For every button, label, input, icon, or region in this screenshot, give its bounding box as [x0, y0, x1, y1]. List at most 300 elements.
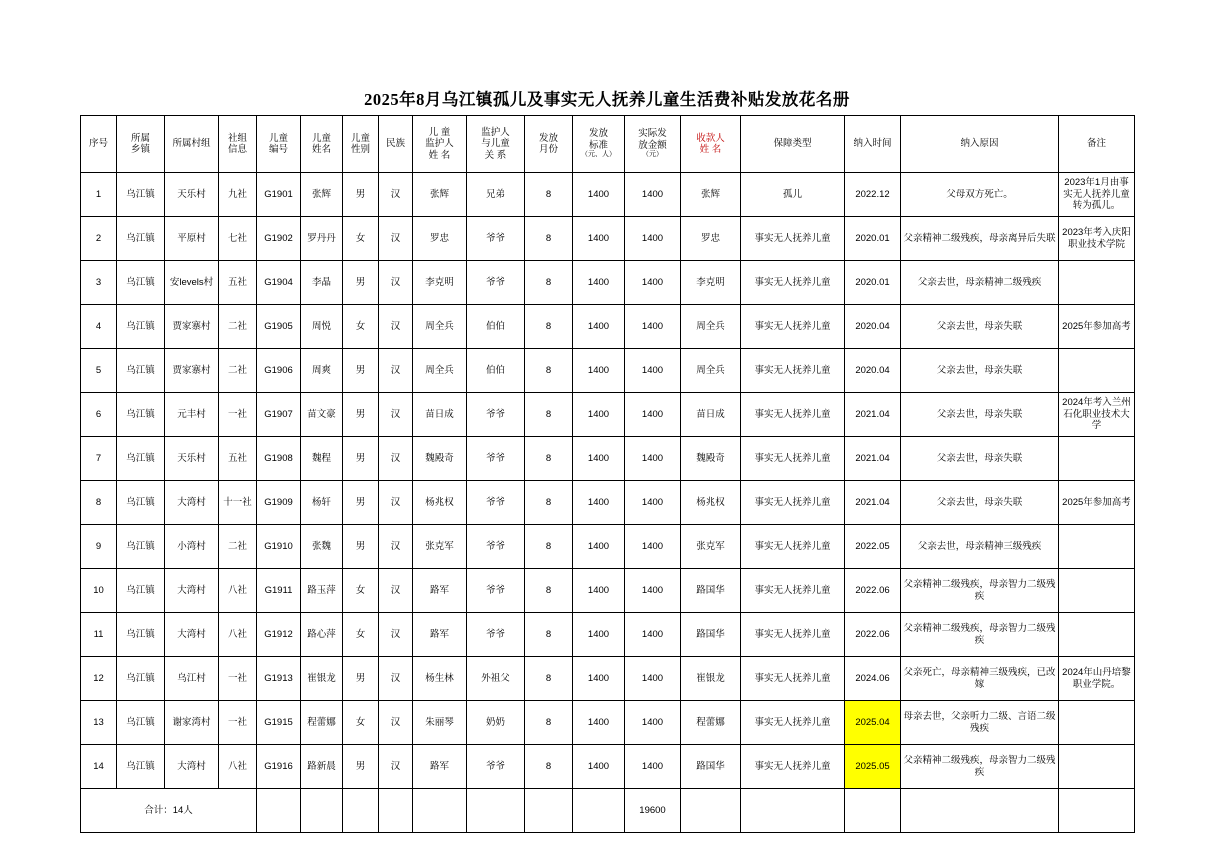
cell-village: 大湾村: [165, 481, 219, 525]
cell-guarantee-type: 事实无人抚养儿童: [741, 525, 845, 569]
cell-group: 二社: [219, 349, 257, 393]
cell-remark: [1059, 437, 1135, 481]
cell-include-time: 2024.06: [845, 657, 901, 701]
cell-village: 平原村: [165, 217, 219, 261]
cell-township: 乌江镇: [117, 701, 165, 745]
cell-child-id: G1904: [257, 261, 301, 305]
cell-relation: 伯伯: [467, 349, 525, 393]
cell-ethnicity: 汉: [379, 349, 413, 393]
cell-ethnicity: 汉: [379, 173, 413, 217]
col-header-guardian-name: [413, 116, 467, 173]
cell-ethnicity: 汉: [379, 261, 413, 305]
cell-child-id: G1910: [257, 525, 301, 569]
cell-child-name: 周爽: [301, 349, 343, 393]
col-header-guardian-line1: 儿 童: [428, 126, 451, 138]
cell-remark: [1059, 701, 1135, 745]
cell-guarantee-type: 事实无人抚养儿童: [741, 349, 845, 393]
cell-child-id: G1913: [257, 657, 301, 701]
table-row: [81, 657, 1135, 701]
total-empty-cell: [681, 789, 741, 833]
cell-include-reason: 母亲去世，父亲听力二级、言语二级残疾: [901, 701, 1059, 745]
table-row: [81, 393, 1135, 437]
cell-month: 8: [525, 701, 573, 745]
cell-child-gender: 女: [343, 569, 379, 613]
cell-remark: [1059, 745, 1135, 789]
col-header-relation-line1: 监护人: [481, 126, 510, 138]
cell-month: 8: [525, 393, 573, 437]
cell-actual-amount: 1400: [625, 701, 681, 745]
cell-township: 乌江镇: [117, 525, 165, 569]
cell-village: 乌江村: [165, 657, 219, 701]
cell-remark: 2024年山丹培黎职业学院。: [1059, 657, 1135, 701]
cell-payee-name: 路国华: [681, 569, 741, 613]
cell-group: 八社: [219, 613, 257, 657]
cell-index: 7: [81, 437, 117, 481]
cell-month: 8: [525, 217, 573, 261]
cell-guarantee-type: 事实无人抚养儿童: [741, 261, 845, 305]
cell-relation: 爷爷: [467, 525, 525, 569]
cell-month: 8: [525, 613, 573, 657]
cell-ethnicity: 汉: [379, 657, 413, 701]
cell-include-reason: 父亲去世，母亲精神三级残疾: [901, 525, 1059, 569]
cell-village: 大湾村: [165, 745, 219, 789]
table-row: [81, 173, 1135, 217]
cell-include-reason: 父亲精神二级残疾，母亲智力二级残疾: [901, 569, 1059, 613]
cell-standard: 1400: [573, 393, 625, 437]
cell-child-gender: 男: [343, 393, 379, 437]
cell-child-gender: 女: [343, 305, 379, 349]
roster-table: [80, 115, 1135, 833]
cell-actual-amount: 1400: [625, 525, 681, 569]
total-empty-cell: [525, 789, 573, 833]
cell-child-gender: 男: [343, 349, 379, 393]
table-row: [81, 481, 1135, 525]
cell-include-time: 2025.04: [845, 701, 901, 745]
total-amount: 19600: [625, 789, 681, 833]
cell-child-name: 杨轩: [301, 481, 343, 525]
cell-ethnicity: 汉: [379, 393, 413, 437]
cell-actual-amount: 1400: [625, 217, 681, 261]
cell-ethnicity: 汉: [379, 613, 413, 657]
total-empty-cell: [413, 789, 467, 833]
cell-relation: 伯伯: [467, 305, 525, 349]
cell-relation: 爷爷: [467, 261, 525, 305]
col-header-township: [117, 116, 165, 173]
cell-include-reason: 父亲精神二级残疾，母亲智力二级残疾: [901, 745, 1059, 789]
cell-guardian-name: 周全兵: [413, 349, 467, 393]
cell-month: 8: [525, 657, 573, 701]
cell-township: 乌江镇: [117, 569, 165, 613]
table-body: [81, 173, 1135, 833]
cell-village: 安levels村: [165, 261, 219, 305]
cell-remark: [1059, 349, 1135, 393]
cell-remark: [1059, 569, 1135, 613]
cell-guardian-name: 李克明: [413, 261, 467, 305]
cell-child-name: 张辉: [301, 173, 343, 217]
total-empty-cell: [467, 789, 525, 833]
cell-child-id: G1901: [257, 173, 301, 217]
total-empty-cell: [573, 789, 625, 833]
cell-child-name: 苗文豪: [301, 393, 343, 437]
cell-guarantee-type: 事实无人抚养儿童: [741, 217, 845, 261]
col-header-month: [525, 116, 573, 173]
col-header-relation-line2: 与儿童: [481, 138, 510, 150]
cell-township: 乌江镇: [117, 481, 165, 525]
total-row: [81, 789, 1135, 833]
cell-group: 二社: [219, 525, 257, 569]
cell-payee-name: 杨兆权: [681, 481, 741, 525]
cell-ethnicity: 汉: [379, 437, 413, 481]
cell-actual-amount: 1400: [625, 437, 681, 481]
table-row: [81, 349, 1135, 393]
cell-village: 天乐村: [165, 173, 219, 217]
col-header-child-id-line2: 编号: [268, 144, 288, 155]
cell-payee-name: 崔银龙: [681, 657, 741, 701]
cell-index: 3: [81, 261, 117, 305]
cell-actual-amount: 1400: [625, 261, 681, 305]
total-empty-cell: [901, 789, 1059, 833]
cell-guarantee-type: 孤儿: [741, 173, 845, 217]
cell-guardian-name: 魏殿奇: [413, 437, 467, 481]
cell-child-id: G1907: [257, 393, 301, 437]
cell-guarantee-type: 事实无人抚养儿童: [741, 305, 845, 349]
cell-include-reason: 父亲死亡，母亲精神三级残疾，已改嫁: [901, 657, 1059, 701]
total-empty-cell: [257, 789, 301, 833]
cell-group: 一社: [219, 393, 257, 437]
cell-township: 乌江镇: [117, 261, 165, 305]
cell-child-id: G1912: [257, 613, 301, 657]
cell-child-gender: 男: [343, 261, 379, 305]
cell-guardian-name: 周全兵: [413, 305, 467, 349]
cell-township: 乌江镇: [117, 613, 165, 657]
cell-remark: [1059, 525, 1135, 569]
col-header-guardian-line2: 监护人: [425, 138, 454, 150]
cell-remark: 2024年考入兰州石化职业技术大学: [1059, 393, 1135, 437]
cell-child-name: 路玉萍: [301, 569, 343, 613]
cell-child-name: 路新晨: [301, 745, 343, 789]
table-row: [81, 569, 1135, 613]
cell-ethnicity: 汉: [379, 701, 413, 745]
cell-township: 乌江镇: [117, 217, 165, 261]
cell-remark: [1059, 613, 1135, 657]
cell-group: 二社: [219, 305, 257, 349]
cell-include-reason: 父母双方死亡。: [901, 173, 1059, 217]
cell-payee-name: 张克军: [681, 525, 741, 569]
cell-index: 10: [81, 569, 117, 613]
cell-child-id: G1909: [257, 481, 301, 525]
col-header-child-name: [301, 116, 343, 173]
col-header-payee-line1: 收款人: [696, 132, 725, 144]
cell-guarantee-type: 事实无人抚养儿童: [741, 745, 845, 789]
total-empty-cell: [301, 789, 343, 833]
table-header: [81, 116, 1135, 173]
col-header-child-gender-line1: 儿童: [350, 132, 370, 144]
cell-group: 一社: [219, 701, 257, 745]
cell-actual-amount: 1400: [625, 305, 681, 349]
cell-guardian-name: 路军: [413, 613, 467, 657]
col-header-township-line2: 乡镇: [130, 144, 150, 155]
cell-include-time: 2022.06: [845, 613, 901, 657]
cell-remark: 2023年1月由事实无人抚养儿童转为孤儿。: [1059, 173, 1135, 217]
table-row: [81, 613, 1135, 657]
cell-group: 十一社: [219, 481, 257, 525]
col-header-include-time: 纳入时间: [845, 116, 901, 173]
cell-child-id: G1915: [257, 701, 301, 745]
cell-payee-name: 苗日成: [681, 393, 741, 437]
cell-child-name: 罗丹丹: [301, 217, 343, 261]
cell-index: 2: [81, 217, 117, 261]
cell-index: 11: [81, 613, 117, 657]
cell-index: 8: [81, 481, 117, 525]
cell-child-gender: 男: [343, 481, 379, 525]
cell-village: 大湾村: [165, 613, 219, 657]
cell-standard: 1400: [573, 481, 625, 525]
cell-include-time: 2021.04: [845, 481, 901, 525]
total-empty-cell: [379, 789, 413, 833]
col-header-standard-line1: 发放: [588, 128, 608, 140]
cell-group: 七社: [219, 217, 257, 261]
cell-include-reason: 父亲去世，母亲失联: [901, 305, 1059, 349]
cell-child-gender: 男: [343, 657, 379, 701]
cell-ethnicity: 汉: [379, 569, 413, 613]
cell-actual-amount: 1400: [625, 349, 681, 393]
total-empty-cell: [1059, 789, 1135, 833]
col-header-payee-line2: 姓 名: [699, 144, 722, 155]
total-empty-cell: [343, 789, 379, 833]
cell-child-id: G1916: [257, 745, 301, 789]
cell-township: 乌江镇: [117, 349, 165, 393]
cell-guardian-name: 苗日成: [413, 393, 467, 437]
cell-child-id: G1906: [257, 349, 301, 393]
col-header-township-line1: 所属: [130, 132, 150, 144]
cell-group: 一社: [219, 657, 257, 701]
cell-township: 乌江镇: [117, 393, 165, 437]
cell-village: 大湾村: [165, 569, 219, 613]
cell-include-time: 2022.05: [845, 525, 901, 569]
cell-ethnicity: 汉: [379, 745, 413, 789]
cell-remark: [1059, 261, 1135, 305]
cell-guarantee-type: 事实无人抚养儿童: [741, 613, 845, 657]
col-header-group: [219, 116, 257, 173]
cell-standard: 1400: [573, 217, 625, 261]
cell-village: 天乐村: [165, 437, 219, 481]
cell-include-reason: 父亲去世，母亲失联: [901, 349, 1059, 393]
cell-child-name: 张魏: [301, 525, 343, 569]
cell-relation: 爷爷: [467, 745, 525, 789]
cell-standard: 1400: [573, 569, 625, 613]
cell-relation: 爷爷: [467, 569, 525, 613]
cell-payee-name: 李克明: [681, 261, 741, 305]
cell-include-time: 2020.04: [845, 349, 901, 393]
page-title: 2025年8月乌江镇孤儿及事实无人抚养儿童生活费补贴发放花名册: [364, 90, 850, 109]
cell-child-gender: 男: [343, 173, 379, 217]
cell-relation: 爷爷: [467, 481, 525, 525]
cell-standard: 1400: [573, 437, 625, 481]
cell-include-reason: 父亲去世，母亲精神二级残疾: [901, 261, 1059, 305]
cell-include-reason: 父亲去世，母亲失联: [901, 393, 1059, 437]
cell-standard: 1400: [573, 745, 625, 789]
cell-remark: 2025年参加高考: [1059, 481, 1135, 525]
cell-child-id: G1905: [257, 305, 301, 349]
cell-ethnicity: 汉: [379, 217, 413, 261]
cell-relation: 奶奶: [467, 701, 525, 745]
cell-group: 八社: [219, 745, 257, 789]
cell-group: 八社: [219, 569, 257, 613]
cell-index: 12: [81, 657, 117, 701]
cell-child-gender: 女: [343, 613, 379, 657]
cell-village: 贾家寨村: [165, 305, 219, 349]
cell-guarantee-type: 事实无人抚养儿童: [741, 481, 845, 525]
cell-standard: 1400: [573, 613, 625, 657]
table-row: [81, 525, 1135, 569]
cell-ethnicity: 汉: [379, 305, 413, 349]
col-header-payee-name: [681, 116, 741, 173]
cell-include-reason: 父亲去世，母亲失联: [901, 437, 1059, 481]
cell-month: 8: [525, 525, 573, 569]
col-header-month-line1: 发放: [538, 132, 558, 144]
header-row: [81, 116, 1135, 173]
cell-remark: 2023年考入庆阳职业技术学院: [1059, 217, 1135, 261]
cell-guardian-name: 罗忠: [413, 217, 467, 261]
col-header-child-name-line1: 儿童: [311, 132, 331, 144]
cell-actual-amount: 1400: [625, 481, 681, 525]
cell-remark: 2025年参加高考: [1059, 305, 1135, 349]
cell-month: 8: [525, 349, 573, 393]
cell-index: 13: [81, 701, 117, 745]
cell-village: 贾家寨村: [165, 349, 219, 393]
cell-standard: 1400: [573, 173, 625, 217]
table-row: [81, 437, 1135, 481]
cell-index: 5: [81, 349, 117, 393]
cell-include-time: 2020.04: [845, 305, 901, 349]
cell-child-name: 崔银龙: [301, 657, 343, 701]
col-header-standard: [573, 116, 625, 173]
table-row: [81, 261, 1135, 305]
cell-month: 8: [525, 745, 573, 789]
cell-village: 谢家湾村: [165, 701, 219, 745]
cell-include-reason: 父亲去世，母亲失联: [901, 481, 1059, 525]
cell-guarantee-type: 事实无人抚养儿童: [741, 569, 845, 613]
total-empty-cell: [845, 789, 901, 833]
cell-standard: 1400: [573, 657, 625, 701]
cell-include-time: 2020.01: [845, 261, 901, 305]
cell-standard: 1400: [573, 701, 625, 745]
cell-child-name: 周悦: [301, 305, 343, 349]
cell-child-gender: 男: [343, 745, 379, 789]
cell-relation: 爷爷: [467, 613, 525, 657]
cell-index: 4: [81, 305, 117, 349]
cell-include-time: 2020.01: [845, 217, 901, 261]
col-header-month-line2: 月份: [538, 144, 558, 155]
cell-payee-name: 周全兵: [681, 349, 741, 393]
cell-guardian-name: 杨兆权: [413, 481, 467, 525]
col-header-actual-amount: [625, 116, 681, 173]
cell-actual-amount: 1400: [625, 657, 681, 701]
cell-guardian-name: 路军: [413, 569, 467, 613]
cell-relation: 爷爷: [467, 217, 525, 261]
cell-guarantee-type: 事实无人抚养儿童: [741, 701, 845, 745]
cell-village: 小湾村: [165, 525, 219, 569]
cell-township: 乌江镇: [117, 173, 165, 217]
cell-guarantee-type: 事实无人抚养儿童: [741, 437, 845, 481]
cell-child-id: G1911: [257, 569, 301, 613]
cell-payee-name: 罗忠: [681, 217, 741, 261]
col-header-village: 所属村组: [165, 116, 219, 173]
cell-month: 8: [525, 437, 573, 481]
cell-relation: 爷爷: [467, 437, 525, 481]
cell-month: 8: [525, 305, 573, 349]
cell-ethnicity: 汉: [379, 525, 413, 569]
cell-guardian-name: 朱丽琴: [413, 701, 467, 745]
cell-standard: 1400: [573, 261, 625, 305]
cell-month: 8: [525, 481, 573, 525]
col-header-guarantee-type: 保障类型: [741, 116, 845, 173]
cell-payee-name: 路国华: [681, 745, 741, 789]
cell-relation: 外祖父: [467, 657, 525, 701]
cell-include-reason: 父亲精神二级残疾，母亲离异后失联: [901, 217, 1059, 261]
cell-include-reason: 父亲精神二级残疾，母亲智力二级残疾: [901, 613, 1059, 657]
cell-payee-name: 魏殿奇: [681, 437, 741, 481]
cell-index: 14: [81, 745, 117, 789]
cell-include-time: 2021.04: [845, 437, 901, 481]
cell-group: 五社: [219, 261, 257, 305]
cell-child-id: G1902: [257, 217, 301, 261]
cell-index: 9: [81, 525, 117, 569]
table-row: [81, 305, 1135, 349]
cell-child-gender: 男: [343, 525, 379, 569]
table-row: [81, 217, 1135, 261]
cell-ethnicity: 汉: [379, 481, 413, 525]
cell-township: 乌江镇: [117, 745, 165, 789]
cell-month: 8: [525, 569, 573, 613]
cell-guardian-name: 路军: [413, 745, 467, 789]
cell-guarantee-type: 事实无人抚养儿童: [741, 393, 845, 437]
cell-child-name: 李晶: [301, 261, 343, 305]
cell-actual-amount: 1400: [625, 173, 681, 217]
cell-actual-amount: 1400: [625, 569, 681, 613]
total-empty-cell: [741, 789, 845, 833]
cell-standard: 1400: [573, 525, 625, 569]
col-header-relation: [467, 116, 525, 173]
cell-include-time: 2022.06: [845, 569, 901, 613]
col-header-group-line1: 社组: [227, 132, 247, 144]
cell-child-name: 魏程: [301, 437, 343, 481]
cell-actual-amount: 1400: [625, 393, 681, 437]
col-header-actual-line1: 实际发: [638, 128, 667, 140]
col-header-group-line2: 信息: [227, 144, 247, 155]
cell-child-id: G1908: [257, 437, 301, 481]
cell-child-name: 路心萍: [301, 613, 343, 657]
cell-group: 九社: [219, 173, 257, 217]
cell-standard: 1400: [573, 349, 625, 393]
cell-payee-name: 张辉: [681, 173, 741, 217]
cell-group: 五社: [219, 437, 257, 481]
cell-standard: 1400: [573, 305, 625, 349]
cell-index: 6: [81, 393, 117, 437]
cell-guarantee-type: 事实无人抚养儿童: [741, 657, 845, 701]
col-header-actual-line2: 放金额: [638, 139, 667, 151]
col-header-child-gender-line2: 性别: [350, 144, 370, 155]
cell-guardian-name: 杨生林: [413, 657, 467, 701]
cell-include-time: 2021.04: [845, 393, 901, 437]
col-header-index: 序号: [81, 116, 117, 173]
cell-include-time: 2025.05: [845, 745, 901, 789]
col-header-child-gender: [343, 116, 379, 173]
cell-child-gender: 男: [343, 437, 379, 481]
total-label: 合计：14人: [81, 789, 257, 833]
cell-child-gender: 女: [343, 217, 379, 261]
cell-payee-name: 程蕾娜: [681, 701, 741, 745]
